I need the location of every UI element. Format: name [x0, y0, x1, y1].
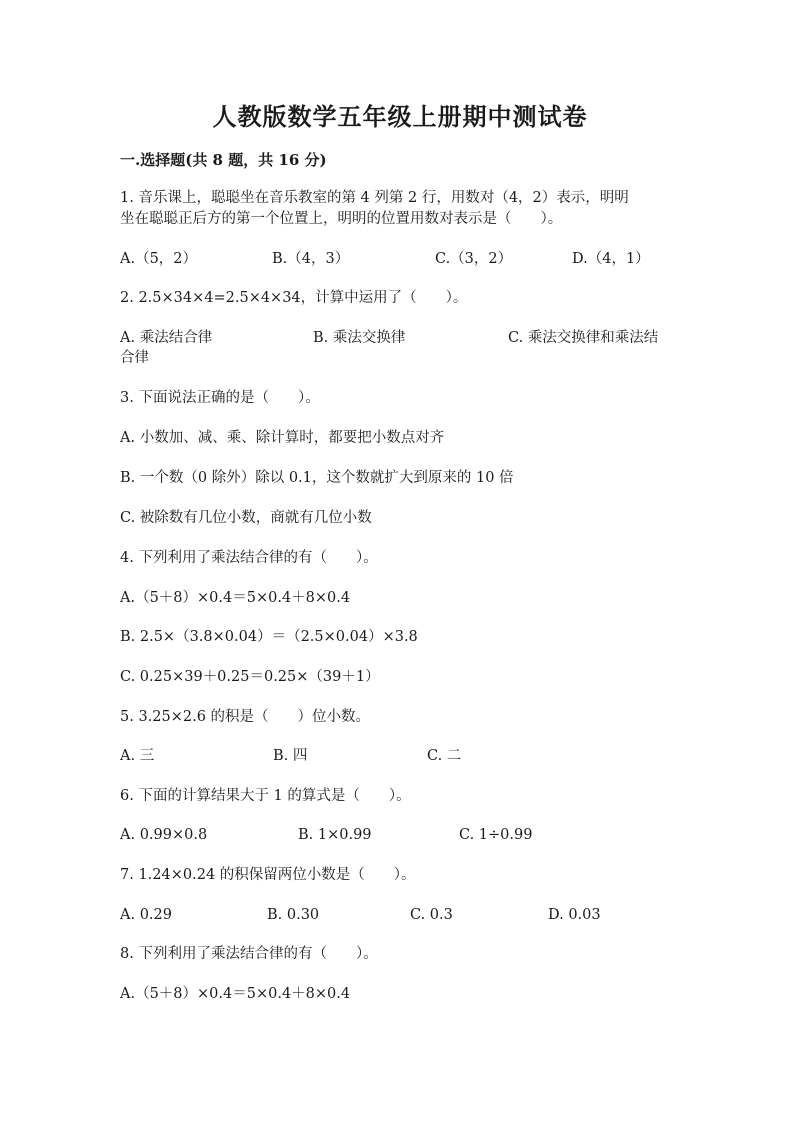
question-1-stem-line-2: 坐在聪聪正后方的第一个位置上，明明的位置用数对表示是（ ）。 [120, 211, 563, 227]
question-1-option-d: D.（4，1） [572, 251, 650, 267]
question-3-option-c: C. 被除数有几位小数，商就有几位小数 [120, 510, 372, 526]
question-8-option-a: A.（5＋8）×0.4＝5×0.4＋8×0.4 [120, 986, 351, 1002]
question-5-stem: 5. 3.25×2.6 的积是（ ）位小数。 [120, 709, 371, 725]
question-6-stem: 6. 下面的计算结果大于 1 的算式是（ ）。 [120, 788, 411, 804]
question-5-option-b: B. 四 [273, 748, 308, 764]
section-heading: 一.选择题(共 8 题，共 16 分) [120, 151, 327, 169]
question-7-option-c: C. 0.3 [410, 907, 453, 923]
question-4-option-b: B. 2.5×（3.8×0.04）＝（2.5×0.04）×3.8 [120, 629, 418, 645]
question-2-option-c-wrap: 合律 [120, 350, 149, 366]
question-3-option-b: B. 一个数（0 除外）除以 0.1，这个数就扩大到原来的 10 倍 [120, 470, 514, 486]
question-4-stem: 4. 下列利用了乘法结合律的有（ ）。 [120, 550, 378, 566]
question-2-option-c: C. 乘法交换律和乘法结 [508, 330, 659, 346]
question-1-option-a: A.（5，2） [120, 251, 198, 267]
question-8-stem: 8. 下列利用了乘法结合律的有（ ）。 [120, 946, 378, 962]
question-7-option-a: A. 0.29 [120, 907, 172, 923]
question-5-option-c: C. 二 [427, 748, 462, 764]
question-2-stem: 2. 2.5×34×4=2.5×4×34，计算中运用了（ ）。 [120, 290, 468, 306]
question-7-option-b: B. 0.30 [267, 907, 320, 923]
question-1-option-c: C.（3，2） [435, 251, 513, 267]
question-6-option-b: B. 1×0.99 [298, 827, 372, 843]
question-3-stem: 3. 下面说法正确的是（ ）。 [120, 390, 320, 406]
question-6-option-c: C. 1÷0.99 [459, 827, 533, 843]
question-1-option-b: B.（4，3） [272, 251, 350, 267]
question-7-stem: 7. 1.24×0.24 的积保留两位小数是（ ）。 [120, 867, 416, 883]
question-4-option-c: C. 0.25×39＋0.25＝0.25×（39＋1） [120, 669, 380, 685]
page-title: 人教版数学五年级上册期中测试卷 [212, 102, 588, 131]
question-2-option-b: B. 乘法交换律 [313, 330, 406, 346]
question-2-option-a: A. 乘法结合律 [120, 330, 213, 346]
question-5-option-a: A. 三 [120, 748, 155, 764]
question-1-stem-line-1: 1. 音乐课上，聪聪坐在音乐教室的第 4 列第 2 行，用数对（4，2）表示，明明 [120, 190, 629, 206]
question-7-option-d: D. 0.03 [548, 907, 601, 923]
question-6-option-a: A. 0.99×0.8 [120, 827, 208, 843]
question-4-option-a: A.（5＋8）×0.4＝5×0.4＋8×0.4 [120, 590, 351, 606]
question-3-option-a: A. 小数加、减、乘、除计算时，都要把小数点对齐 [120, 430, 445, 446]
